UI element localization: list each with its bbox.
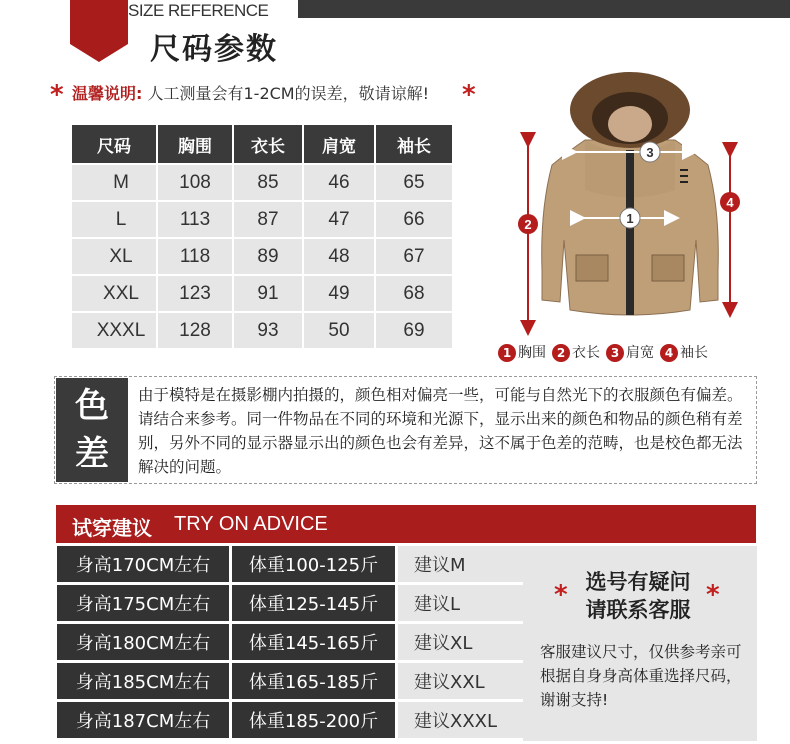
- size-cell: M: [72, 165, 156, 200]
- suggest-cell: 建议XXL: [398, 663, 530, 699]
- sleeve-cell: 65: [376, 165, 452, 200]
- chest-cell: 128: [158, 313, 232, 348]
- legend-item-shoulder: [606, 342, 654, 362]
- table-row: [72, 165, 452, 200]
- chest-cell: 108: [158, 165, 232, 200]
- height-cell: 身高175CM左右: [57, 585, 229, 621]
- contact-title-line2: 请联系客服: [585, 598, 691, 622]
- length-cell: 85: [234, 165, 302, 200]
- contact-title: [572, 568, 704, 624]
- table-row: [57, 546, 530, 582]
- notice-star-right: *: [462, 80, 476, 110]
- weight-cell: 体重165-185斤: [232, 663, 395, 699]
- sleeve-cell: 67: [376, 239, 452, 274]
- sleeve-cell: 69: [376, 313, 452, 348]
- header-size: 尺码: [72, 125, 156, 163]
- table-row: [72, 239, 452, 274]
- header-length: 衣长: [234, 125, 302, 163]
- notice-text: 人工测量会有1-2CM的误差，敬请谅解!: [147, 84, 430, 103]
- suggest-cell: 建议XXXL: [398, 702, 530, 738]
- chest-cell: 118: [158, 239, 232, 274]
- marker-3-on-shoulder: 3: [646, 145, 654, 160]
- chest-cell: 113: [158, 202, 232, 237]
- size-table: [70, 123, 454, 350]
- header-title-cn: 尺码参数: [150, 32, 278, 67]
- try-on-title-cn: 试穿建议: [72, 516, 152, 540]
- height-cell: 身高185CM左右: [57, 663, 229, 699]
- jacket-illustration: [542, 72, 719, 315]
- size-cell: L: [72, 202, 156, 237]
- sleeve-cell: 66: [376, 202, 452, 237]
- height-cell: 身高180CM左右: [57, 624, 229, 660]
- table-row: [72, 276, 452, 311]
- try-on-table: [54, 543, 533, 741]
- weight-cell: 体重185-200斤: [232, 702, 395, 738]
- legend-label: 肩宽: [626, 345, 654, 361]
- table-row: [57, 624, 530, 660]
- diagram-legend: [498, 342, 708, 362]
- legend-item-length: [552, 342, 600, 362]
- contact-body: 客服建议尺寸，仅供参考亲可根据自身身高体重选择尺码，谢谢支持!: [540, 643, 742, 709]
- legend-num: 3: [606, 344, 624, 362]
- contact-star-left: *: [554, 580, 568, 610]
- marker-4-on-sleeve: 4: [726, 195, 734, 210]
- length-cell: 89: [234, 239, 302, 274]
- suggest-cell: 建议XL: [398, 624, 530, 660]
- legend-item-chest: [498, 342, 546, 362]
- shoulder-cell: 48: [304, 239, 374, 274]
- shoulder-cell: 49: [304, 276, 374, 311]
- notice-star-left: *: [50, 80, 64, 110]
- table-row: [57, 663, 530, 699]
- weight-cell: 体重125-145斤: [232, 585, 395, 621]
- shoulder-cell: 50: [304, 313, 374, 348]
- size-cell: XXL: [72, 276, 156, 311]
- color-difference-text: 由于模特是在摄影棚内拍摄的，颜色相对偏亮一些，可能与自然光下的衣服颜色有偏差。请结合来参考。同一件物品在不同的环境和光源下，显示出来的颜色和物品的颜色稍有差别，另外不同的显示器显示出的颜色也会有差异，这不属于色差的范畴，也是校色都无法解决的问题。: [138, 386, 743, 476]
- color-difference-title-line2: 差: [75, 434, 109, 474]
- legend-num: 2: [552, 344, 570, 362]
- try-on-header-bar: [56, 505, 756, 543]
- weight-cell: 体重100-125斤: [232, 546, 395, 582]
- sleeve-cell: 68: [376, 276, 452, 311]
- table-row: [57, 702, 530, 738]
- chest-cell: 123: [158, 276, 232, 311]
- shoulder-cell: 47: [304, 202, 374, 237]
- table-row: [72, 313, 452, 348]
- header-shoulder: 肩宽: [304, 125, 374, 163]
- height-cell: 身高187CM左右: [57, 702, 229, 738]
- contact-title-line1: 选号有疑问: [585, 570, 691, 594]
- marker-2-on-length: 2: [524, 217, 532, 232]
- legend-label: 袖长: [680, 345, 708, 361]
- size-cell: XXXL: [72, 313, 156, 348]
- color-difference-title: [56, 378, 128, 482]
- notice-label: 温馨说明:: [72, 84, 143, 103]
- shoulder-cell: 46: [304, 165, 374, 200]
- header-chest: 胸围: [158, 125, 232, 163]
- contact-star-right: *: [706, 580, 720, 610]
- legend-item-sleeve: [660, 342, 708, 362]
- height-cell: 身高170CM左右: [57, 546, 229, 582]
- legend-label: 胸围: [518, 345, 546, 361]
- try-on-title-en: TRY ON ADVICE: [174, 513, 328, 535]
- legend-num: 4: [660, 344, 678, 362]
- size-table-header-row: [72, 125, 452, 163]
- size-cell: XL: [72, 239, 156, 274]
- suggest-cell: 建议M: [398, 546, 530, 582]
- legend-label: 衣长: [572, 345, 600, 361]
- length-cell: 91: [234, 276, 302, 311]
- table-row: [72, 202, 452, 237]
- legend-num: 1: [498, 344, 516, 362]
- table-row: [57, 585, 530, 621]
- header-sleeve: 袖长: [376, 125, 452, 163]
- header-title-en: SIZE REFERENCE: [128, 1, 269, 20]
- length-cell: 93: [234, 313, 302, 348]
- suggest-cell: 建议L: [398, 585, 530, 621]
- header-ribbon: [70, 0, 128, 64]
- marker-1-on-chest: 1: [626, 211, 634, 226]
- color-difference-title-line1: 色: [75, 386, 109, 426]
- weight-cell: 体重145-165斤: [232, 624, 395, 660]
- jacket-diagram: [490, 70, 780, 340]
- notice-line: [72, 81, 429, 104]
- length-cell: 87: [234, 202, 302, 237]
